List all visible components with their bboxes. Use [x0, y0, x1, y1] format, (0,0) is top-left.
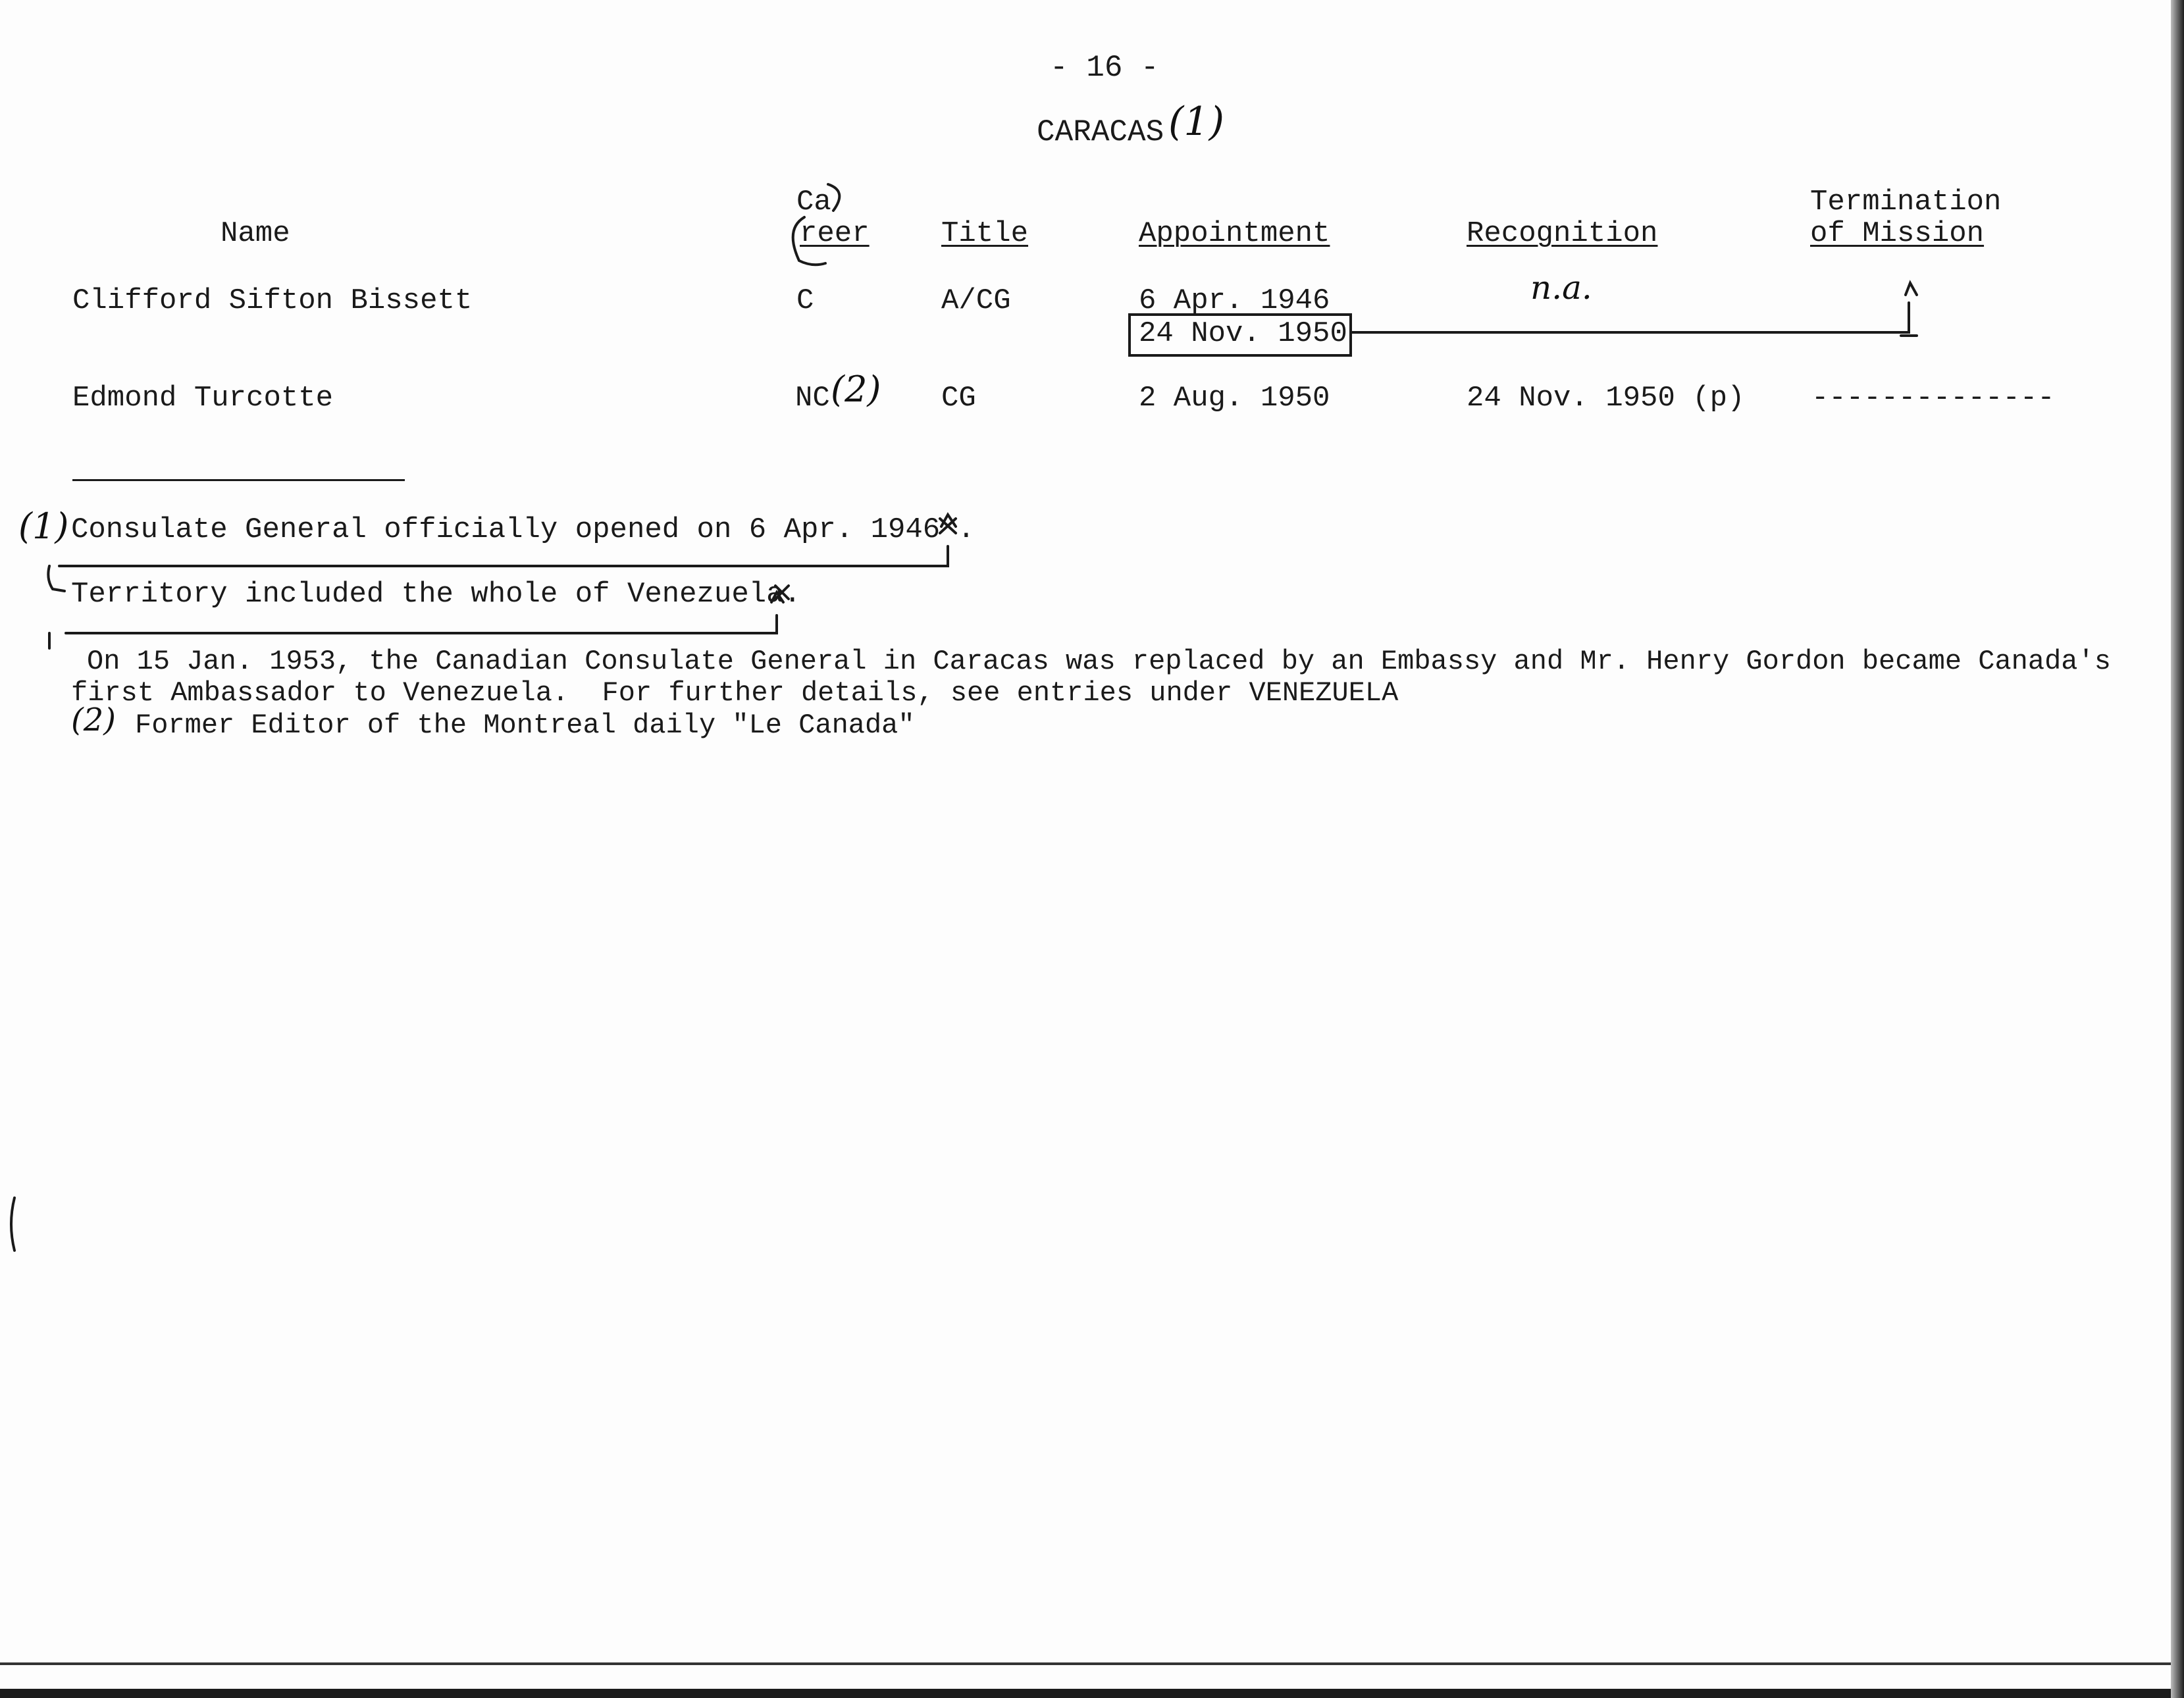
col-header-name: Name — [221, 217, 290, 250]
col-header-career-bottom: reer — [800, 217, 870, 250]
footnote1-line4: first Ambassador to Venezuela. For further details, see entries under VENEZUELA — [71, 677, 1399, 709]
row1-recognition: n.a. — [1530, 269, 1592, 307]
col-header-title: Title — [941, 217, 1029, 250]
col-header-appointment: Appointment — [1139, 217, 1330, 250]
footnote1-line2: Territory included the whole of Venezuela. — [71, 578, 801, 611]
row2-title: CG — [941, 382, 976, 415]
col-header-recognition: Recognition — [1467, 217, 1658, 250]
heading-note-mark: (1) — [1168, 99, 1224, 145]
row2-termination: -------------- — [1811, 382, 2055, 415]
row1-appointment-added: 24 Nov. 1950 — [1139, 317, 1347, 350]
row1-title: A/CG — [941, 284, 1011, 317]
footnote2-text: Former Editor of the Montreal daily "Le Canada" — [135, 709, 915, 741]
col-header-termination-top: Termination — [1810, 186, 2002, 219]
row1-career: C — [796, 284, 814, 317]
page-heading: CARACAS — [1037, 115, 1164, 149]
page-number: - 16 - — [1050, 51, 1159, 85]
bottom-scan-edge — [0, 1689, 2184, 1698]
footnote1-line1: Consulate General officially opened on 6 Apr. 1946 . — [71, 513, 975, 546]
col-header-termination-bottom: of Mission — [1810, 217, 1985, 250]
col-header-career-top: Ca — [796, 186, 831, 219]
footnote1-mark: (1) — [18, 505, 69, 547]
footnote2-mark: (2) — [71, 702, 116, 738]
footnote1-line3: On 15 Jan. 1953, the Canadian Consulate General in Caracas was replaced by an Embassy and Mr. Henry Gordon became Canada's — [87, 646, 2111, 677]
right-scan-edge — [2171, 0, 2184, 1698]
row2-career: NC — [795, 382, 830, 415]
row2-career-note-mark: (2) — [831, 369, 881, 410]
row2-name: Edmond Turcotte — [72, 382, 334, 415]
bottom-scan-line — [0, 1662, 2172, 1665]
row2-recognition: 24 Nov. 1950 (p) — [1467, 382, 1745, 415]
row1-appointment: 6 Apr. 1946 — [1139, 284, 1330, 317]
row2-appointment: 2 Aug. 1950 — [1139, 382, 1330, 415]
row1-name: Clifford Sifton Bissett — [72, 284, 473, 317]
